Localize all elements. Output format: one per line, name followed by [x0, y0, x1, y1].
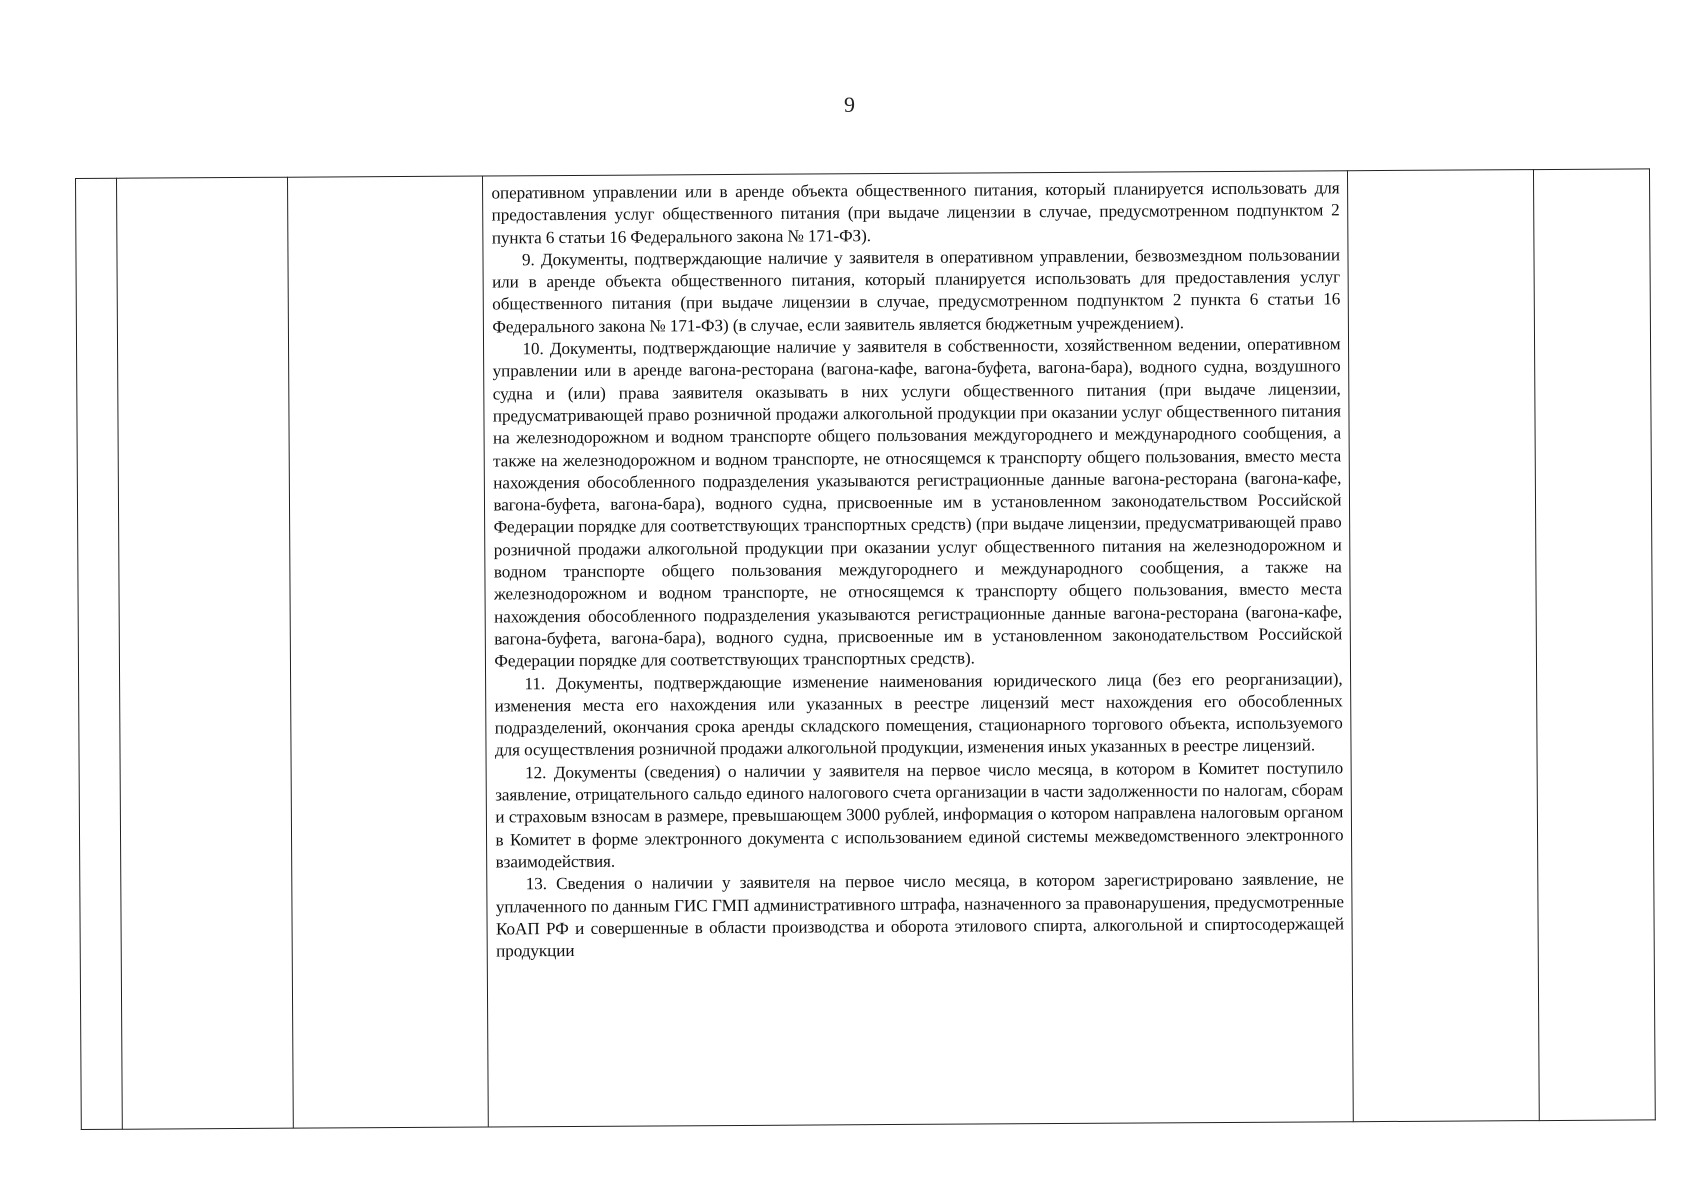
paragraph-item-13: 13. Сведения о наличии у заявителя на первое число месяца, в котором зарегистрировано заявление, не уплаченного по данным ГИС ГМП административного штрафа, назначенного за правонарушения, предусмотренные КоАП РФ и совершенные в области производства и оборота этилового спирта, алкогольной и спиртосодержащей продукции — [495, 869, 1345, 961]
table-cell-col6 — [1534, 169, 1656, 1121]
paragraph-item-9: 9. Документы, подтверждающие наличие у заявителя в оперативном управлении, безвозмездном пользовании или в аренде объекта общественного питания, который планируется использовать для предоставления услуг общественного питания (при выдаче лицензии в случае, предусмотренном подпунктом 2 пункта 6 статьи 16 Федерального закона № 171-ФЗ) (в случае, если заявитель является бюджетным учреждением). — [491, 245, 1341, 337]
document-table — [75, 168, 1656, 1130]
table-cell-col2 — [116, 177, 293, 1129]
table-cell-col5 — [1348, 170, 1540, 1122]
paragraph-item-12: 12. Документы (сведения) о наличии у заявителя на первое число месяца, в котором в Комитет поступило заявление, отрицательного сальдо единого налогового счета организации в части задолженности по налогам, сборам и страховым взносам в размере, превышающем 3000 рублей, информация о котором направлена налоговым органом в Комитет в форме электронного документа с использованием единой системы межведомственного электронного взаимодействия. — [495, 757, 1344, 872]
table-row — [76, 169, 1656, 1130]
documents-list — [483, 171, 1352, 967]
table-cell-col3 — [287, 176, 489, 1128]
paragraph-item-11: 11. Документы, подтверждающие изменение наименования юридического лица (без его реорганизации), изменения места его нахождения или указанных в реестре лицензий мест нахождения его обособленных подразделений, окончания срока аренды складского помещения, стационарного торгового объекта, используемого для осуществления розничной продажи алкогольной продукции, изменения иных указанных в реестре лицензий. — [494, 668, 1343, 760]
table-cell-documents — [483, 171, 1354, 1127]
paragraph-item-10: 10. Документы, подтверждающие наличие у заявителя в собственности, хозяйственном ведении, оперативном управлении или в аренде вагона-ресторана (вагона-кафе, вагона-буфета, вагона-бара), водного судна, воздушного судна и (или) права заявителя оказывать в них услуги общественного питания (при выдаче лицензии, предусматривающей право розничной продажи алкогольной продукции при оказании услуг общественного питания на железнодорожном и водном транспорте общего пользования междугороднего и международного сообщения, а также на железнодорожном и водном транспорте, не относящемся к транспорту общего пользования, вместо места нахождения обособленного подразделения указываются регистрационные данные вагона-ресторана (вагона-кафе, вагона-буфета, вагона-бара), водного судна, присвоенные им в установленном законодательством Российской Федерации порядке для соответствующих транспортных средств) (при выдаче лицензии, предусматривающей право розничной продажи алкогольной продукции при оказании услуг общественного питания на железнодорожном и водном транспорте общего пользования междугороднего и международного сообщения, а также на железнодорожном и водном транспорте, не относящемся к транспорту общего пользования, вместо места нахождения обособленного подразделения указываются регистрационные данные вагона-ресторана (вагона-кафе, вагона-буфета, вагона-бара), водного судна, присвоенные им в установленном законодательством Российской Федерации порядке для соответствующих транспортных средств). — [492, 334, 1343, 671]
page-number: 9 — [844, 92, 855, 117]
paragraph-continuation: оперативном управлении или в аренде объекта общественного питания, который планируется использовать для предоставления услуг общественного питания (при выдаче лицензии в случае, предусмотренном подпунктом 2 пункта 6 статьи 16 Федерального закона № 171-ФЗ). — [491, 178, 1340, 248]
table-cell-col1 — [76, 178, 123, 1129]
